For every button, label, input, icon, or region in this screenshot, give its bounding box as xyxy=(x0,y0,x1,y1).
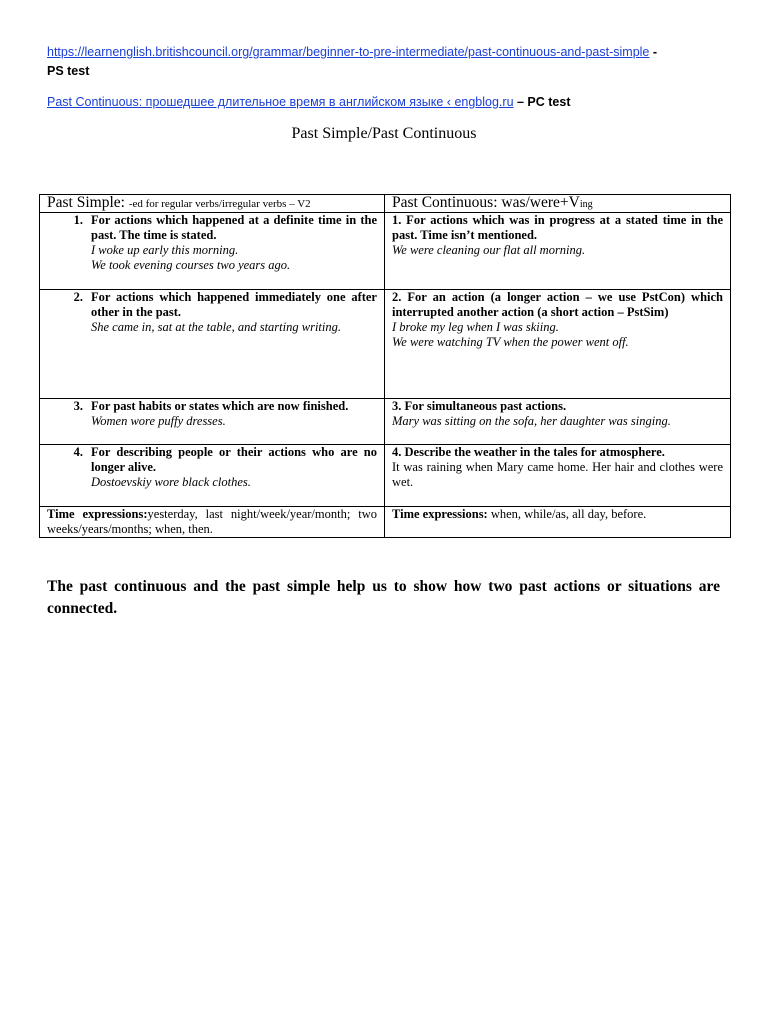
table-row xyxy=(40,445,731,507)
ps-example: Women wore puffy dresses. xyxy=(91,414,226,428)
pc-rule-text: 1. For actions which was in progress at a stated time in the past. Time isn’t mentioned. xyxy=(392,213,723,242)
ps-rule-text: For describing people or their actions who are no longer alive. xyxy=(91,445,377,474)
pc-rule-text: 2. For an action (a longer action – we use PstCon) which interrupted another action (a short action – PstSim) xyxy=(392,290,723,319)
time-expressions-text: when, while/as, all day, before. xyxy=(487,507,647,521)
time-expressions-row xyxy=(40,507,731,538)
ps-rule-cell xyxy=(40,213,385,290)
british-council-link[interactable]: https://learnenglish.britishcouncil.org/grammar/beginner-to-pre-intermediate/past-continuous-and-past-simple xyxy=(47,45,650,59)
grammar-table xyxy=(39,194,731,538)
table-row xyxy=(40,290,731,399)
ps-rule-text: For past habits or states which are now finished. xyxy=(91,399,349,413)
ps-example: I woke up early this morning. xyxy=(91,243,239,257)
pc-example: We were watching TV when the power went off. xyxy=(392,335,629,349)
pc-rule-text: 3. For simultaneous past actions. xyxy=(392,399,567,413)
pc-rule-cell xyxy=(385,290,731,399)
pc-test-line xyxy=(47,94,737,111)
header-past-continuous: Past Continuous: was/were+Ving xyxy=(385,195,731,213)
page-title: Past Simple/Past Continuous xyxy=(291,125,477,142)
ps-time-expressions xyxy=(40,507,385,538)
ps-rule-cell xyxy=(40,399,385,445)
table-row xyxy=(40,399,731,445)
engblog-link[interactable]: Past Continuous: прошедшее длительное время в английском языке ‹ engblog.ru xyxy=(47,95,514,109)
header-past-simple: Past Simple: -ed for regular verbs/irregular verbs – V2 xyxy=(40,195,385,213)
table-header-row xyxy=(40,195,731,213)
ps-dash: - xyxy=(649,45,658,59)
rule-number: 3. xyxy=(73,399,83,413)
pc-example: Mary was sitting on the sofa, her daughter was singing. xyxy=(392,414,671,428)
ps-test-line xyxy=(47,44,737,61)
rule-number: 1. xyxy=(73,213,83,227)
rule-number: 4. xyxy=(73,445,83,459)
pc-test-label: – PC test xyxy=(513,95,571,109)
rule-number: 2. xyxy=(73,290,83,304)
pc-example: We were cleaning our flat all morning. xyxy=(392,243,586,257)
pc-rule-cell xyxy=(385,399,731,445)
ps-rule-cell xyxy=(40,445,385,507)
ps-test-label: PS test xyxy=(47,64,90,78)
pc-rule-cell xyxy=(385,213,731,290)
pc-rule-text: 4. Describe the weather in the tales for atmosphere. xyxy=(392,445,665,459)
table-row xyxy=(40,213,731,290)
pc-rule-cell xyxy=(385,445,731,507)
time-expressions-text: yesterday, last night/week/year/month; two weeks/years/months; when, then. xyxy=(47,507,377,536)
time-expressions-label: Time expressions: xyxy=(47,507,148,521)
ps-example: She came in, sat at the table, and starting writing. xyxy=(91,320,341,334)
pc-example: It was raining when Mary came home. Her hair and clothes were wet. xyxy=(392,460,723,489)
pc-time-expressions xyxy=(385,507,731,538)
time-expressions-label: Time expressions: xyxy=(392,507,488,521)
ps-rule-cell xyxy=(40,290,385,399)
ps-example: Dostoevskiy wore black clothes. xyxy=(91,475,251,489)
summary-paragraph: The past continuous and the past simple help us to show how two past actions or situations are connected. xyxy=(47,578,720,617)
pc-example: I broke my leg when I was skiing. xyxy=(392,320,559,334)
ps-rule-text: For actions which happened immediately one after other in the past. xyxy=(91,290,377,319)
ps-example: We took evening courses two years ago. xyxy=(91,258,291,272)
ps-rule-text: For actions which happened at a definite time in the past. The time is stated. xyxy=(91,213,377,242)
